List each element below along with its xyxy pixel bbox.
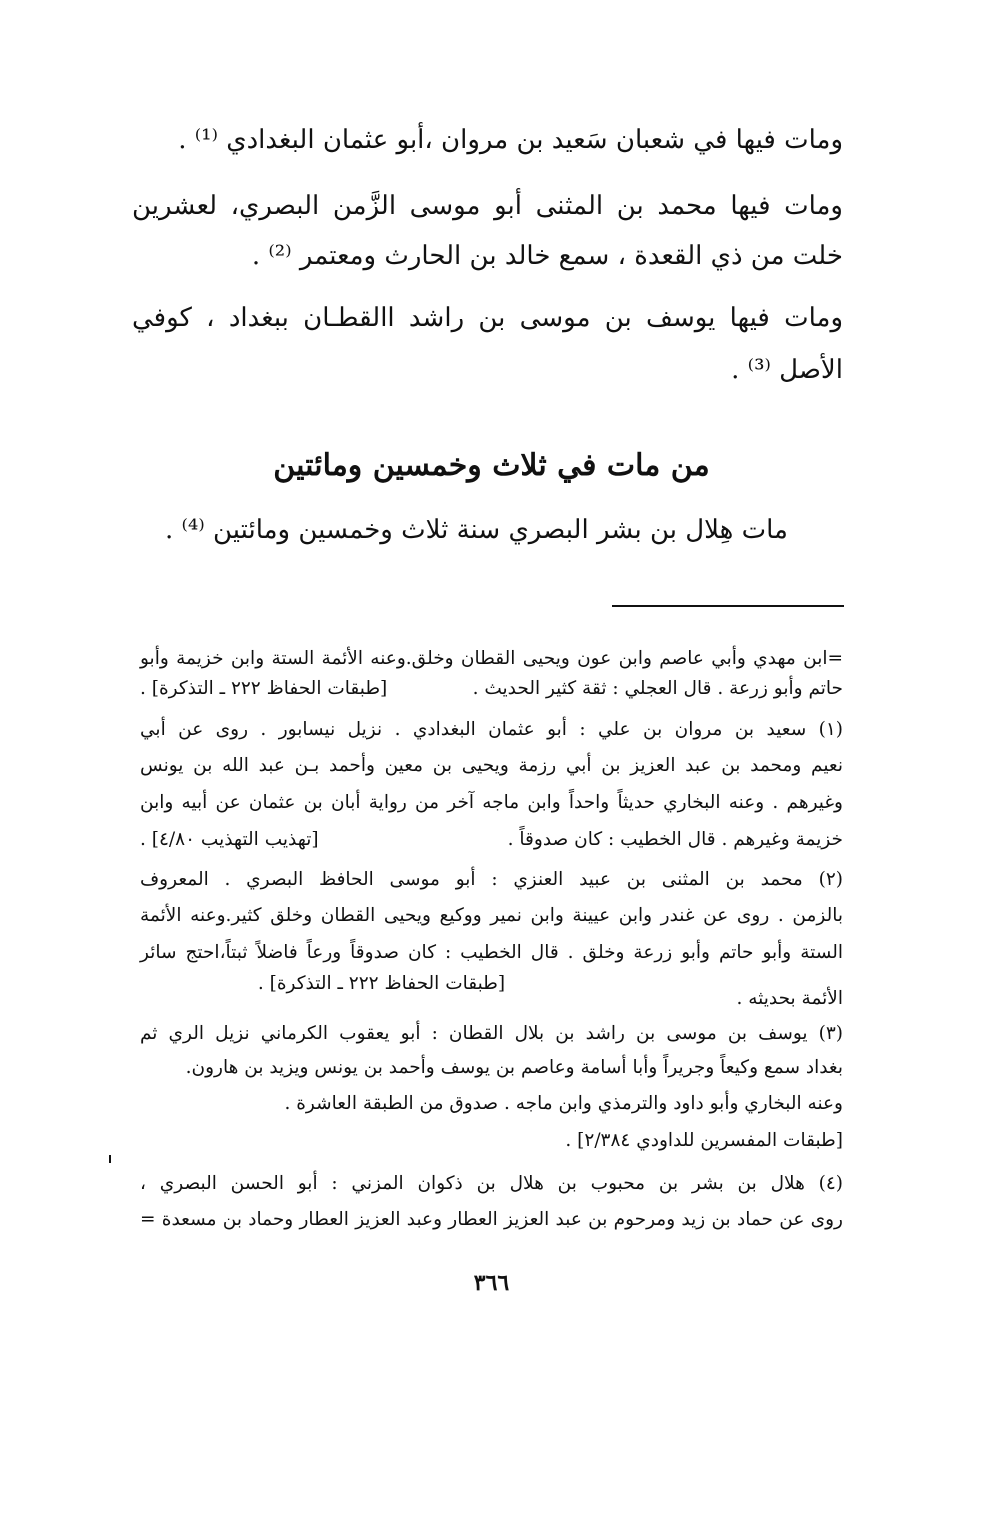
body-line-4: ومات فيها يوسف بن موسى بن راشد االقطـان ببغداد ، كوفي bbox=[132, 303, 843, 333]
footnote-1-reference: [تهذيب التهذيب ٤/٨٠] . bbox=[140, 829, 319, 850]
body-line-3: خلت من ذي القعدة ، سمع خالد بن الحارث ومعتمر ⁽²⁾ . bbox=[251, 241, 843, 271]
page-number: ٣٦٦ bbox=[473, 1270, 510, 1296]
footnote-separator bbox=[612, 605, 844, 607]
margin-mark bbox=[109, 1155, 111, 1163]
footnote-3-reference: [طبقات المفسرين للداودي ٢/٣٨٤] . bbox=[565, 1130, 843, 1151]
footnote-3-line-2: بغداد سمع وكيعاً وجريراً وأبا أسامة وعاصم بن يوسف وأحمد بن يونس ويزيد بن هارون. bbox=[185, 1057, 843, 1078]
footnote-1-line-4: خزيمة وغيرهم . قال الخطيب : كان صدوقاً . bbox=[507, 829, 843, 850]
footnote-2-line-3: الستة وأبو حاتم وأبو زرعة وخلق . قال الخطيب : كان صدوقاً ورعاً فاضلاً ثبتاً،احتج سائر bbox=[140, 942, 843, 963]
footnote-2-line-1: (٢) محمد بن المثنى بن عبيد العنزي : أبو موسى الحافظ البصري . المعروف bbox=[140, 869, 843, 890]
footnote-2-reference: [طبقات الحفاظ ٢٢٢ ـ التذكرة] . bbox=[257, 973, 506, 994]
footnote-1-line-3: وغيرهم . وعنه البخاري حديثاً واحداً وابن ماجه آخر من رواية أبان بن عثمان عن أبيه وابن bbox=[140, 792, 843, 813]
section-line-1: مات هِلال بن بشر البصري سنة ثلاث وخمسين ومائتين ⁽⁴⁾ . bbox=[164, 515, 788, 545]
footnote-4-line-2: روى عن حماد بن زيد ومرحوم بن عبد العزيز العطار وعبد العزيز العطار وحماد بن مسعدة = bbox=[140, 1209, 843, 1230]
footnote-3-line-3: وعنه البخاري وأبو داود والترمذي وابن ماجه . صدوق من الطبقة العاشرة . bbox=[284, 1093, 843, 1114]
footnote-continuation-line-2: حاتم وأبو زرعة . قال العجلي : ثقة كثير الحديث . bbox=[472, 678, 843, 699]
footnote-1-line-2: نعيم ومحمد بن عبد العزيز بن أبي رزمة ويحيى بن معين وأحمد بـن عبد الله بن يونس bbox=[140, 755, 843, 776]
section-heading: من مات في ثلاث وخمسين ومائتين bbox=[273, 448, 710, 483]
footnote-3-line-1: (٣) يوسف بن موسى بن راشد بن بلال القطان : أبو يعقوب الكرماني نزيل الري ثم bbox=[140, 1023, 843, 1044]
footnote-4-line-1: (٤) هلال بن بشر بن محبوب بن هلال بن ذكوان المزني : أبو الحسن البصري ، bbox=[140, 1173, 843, 1194]
footnote-2-line-4: الأئمة بحديثه . bbox=[736, 988, 843, 1009]
footnote-continuation-reference: [طبقات الحفاظ ٢٢٢ ـ التذكرة] . bbox=[140, 678, 388, 699]
footnote-2-line-2: بالزمن . روى عن غندر وابن عيينة وابن نمير ووكيع ويحيى القطان وخلق كثير.وعنه الأئمة bbox=[140, 905, 843, 926]
body-line-1: ومات فيها في شعبان سَعيد بن مروان ،أبو عثمان البغدادي ⁽¹⁾ . bbox=[178, 125, 843, 155]
body-line-2: ومات فيها محمد بن المثنى أبو موسى الزَّمن البصري، لعشرين bbox=[132, 191, 843, 221]
body-line-5: الأصل ⁽³⁾ . bbox=[731, 355, 843, 385]
footnote-1-line-1: (١) سعيد بن مروان بن علي : أبو عثمان البغدادي . نزيل نيسابور . روى عن أبي bbox=[140, 719, 843, 740]
footnote-continuation-line-1: =ابن مهدي وأبي عاصم وابن عون ويحيى القطان وخلق.وعنه الأئمة الستة وابن خزيمة وأبو bbox=[140, 648, 843, 669]
